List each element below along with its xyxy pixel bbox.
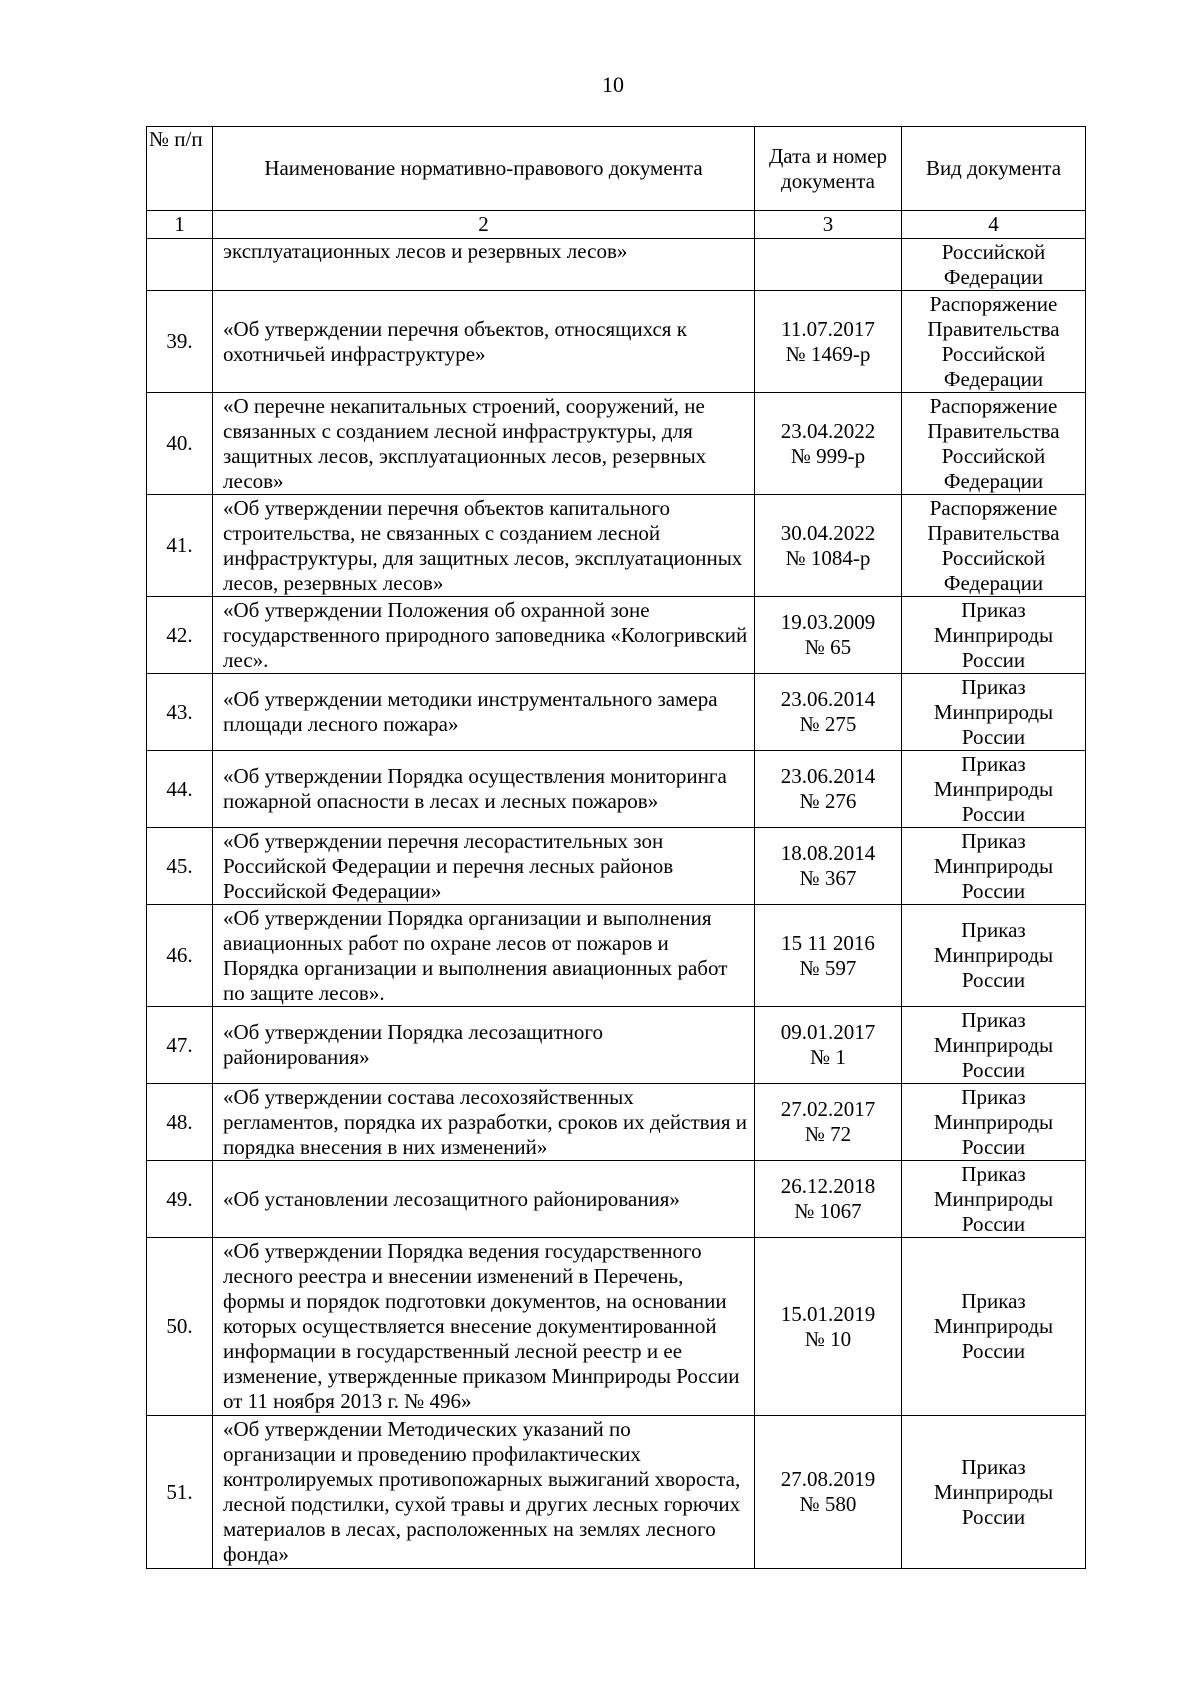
row-num: 47.	[147, 1007, 213, 1084]
row-num: 51.	[147, 1416, 213, 1569]
table-row	[147, 674, 1086, 751]
row-document-kind: Распоряжение Правительства Российской Федерации	[902, 495, 1086, 597]
table-row	[147, 1007, 1086, 1084]
row-num: 49.	[147, 1161, 213, 1238]
row-num: 45.	[147, 828, 213, 905]
table-row	[147, 1084, 1086, 1161]
row-doc-number: № 1469-р	[785, 341, 871, 366]
row-date-number	[755, 828, 902, 905]
row-date-number	[755, 751, 902, 828]
row-document-name: «О перечне некапитальных строений, сооружений, не связанных с созданием лесной инфраструктуры, для защитных лесов, эксплуатационных лесов, резервных лесов»	[213, 393, 755, 495]
row-doc-number: № 999-р	[790, 443, 866, 468]
row-num: 42.	[147, 597, 213, 674]
row-document-kind: Приказ Минприроды России	[902, 597, 1086, 674]
row-document-name: «Об установлении лесозащитного районирования»	[213, 1161, 755, 1238]
row-document-kind: Приказ Минприроды России	[902, 905, 1086, 1007]
row-doc-number: № 1	[810, 1045, 846, 1069]
table-row	[147, 905, 1086, 1007]
row-date: 23.06.2014	[780, 764, 876, 788]
table-row	[147, 828, 1086, 905]
table-row	[147, 495, 1086, 597]
table-row	[147, 751, 1086, 828]
row-document-kind: Приказ Минприроды России	[902, 1238, 1086, 1416]
row-document-name: «Об утверждении методики инструментального замера площади лесного пожара»	[213, 674, 755, 751]
row-num: 48.	[147, 1084, 213, 1161]
row-document-name: «Об утверждении Порядка организации и выполнения авиационных работ по охране лесов от пожаров и Порядка организации и выполнения авиационных работ по защите лесов».	[213, 905, 755, 1007]
documents-table	[146, 126, 1086, 1569]
row-date-number	[755, 291, 902, 393]
row-date-number	[755, 1007, 902, 1084]
row-date-number	[755, 674, 902, 751]
row-date-number	[755, 1238, 902, 1416]
continuation-name: эксплуатационных лесов и резервных лесов»	[213, 239, 755, 291]
row-doc-number: № 1084-р	[785, 545, 871, 570]
row-document-name: «Об утверждении состава лесохозяйственных регламентов, порядка их разработки, сроков их действия и порядка внесения в них изменений»	[213, 1084, 755, 1161]
row-date-number	[755, 1161, 902, 1238]
row-num: 50.	[147, 1238, 213, 1416]
row-document-kind: Приказ Минприроды России	[902, 751, 1086, 828]
column-index-1: 1	[147, 211, 213, 239]
row-date-number	[755, 905, 902, 1007]
row-document-name: «Об утверждении Порядка осуществления мониторинга пожарной опасности в лесах и лесных пожаров»	[213, 751, 755, 828]
row-date: 18.08.2014	[780, 841, 876, 865]
row-doc-number: № 597	[799, 955, 857, 980]
row-date: 15.01.2019	[780, 1301, 876, 1326]
row-document-name: «Об утверждении Порядка лесозащитного районирования»	[213, 1007, 755, 1084]
table-row	[147, 393, 1086, 495]
row-document-name: «Об утверждении Положения об охранной зоне государственного природного заповедника «Кологривский лес».	[213, 597, 755, 674]
row-document-name: «Об утверждении перечня лесорастительных зон Российской Федерации и перечня лесных районов Российской Федерации»	[213, 828, 755, 905]
row-date: 19.03.2009	[780, 610, 876, 634]
row-document-kind: Приказ Минприроды России	[902, 828, 1086, 905]
row-document-name: «Об утверждении Порядка ведения государственного лесного реестра и внесении изменений в Перечень, формы и порядок подготовки документов, на основании которых осуществляется внесение документированной информации в государственный лесной реестр и ее изменение, утвержденные приказом Минприроды России от 11 ноября 2013 г. № 496»	[213, 1238, 755, 1416]
row-date-number	[755, 1416, 902, 1569]
row-doc-number: № 72	[804, 1122, 852, 1146]
row-date: 23.04.2022	[780, 418, 876, 443]
table-row	[147, 1238, 1086, 1416]
row-document-name: «Об утверждении перечня объектов, относящихся к охотничьей инфраструктуре»	[213, 291, 755, 393]
row-date: 23.06.2014	[780, 687, 876, 711]
row-num: 41.	[147, 495, 213, 597]
row-date: 11.07.2017	[781, 316, 875, 341]
row-num: 43.	[147, 674, 213, 751]
row-document-kind: Приказ Минприроды России	[902, 1416, 1086, 1569]
continuation-date	[755, 239, 902, 291]
row-date: 09.01.2017	[780, 1020, 876, 1044]
continuation-num	[147, 239, 213, 291]
row-num: 40.	[147, 393, 213, 495]
column-index-4: 4	[902, 211, 1086, 239]
header-kind: Вид документа	[902, 127, 1086, 211]
row-num: 46.	[147, 905, 213, 1007]
table-row	[147, 1416, 1086, 1569]
row-document-kind: Приказ Минприроды России	[902, 1007, 1086, 1084]
continuation-row	[147, 239, 1086, 291]
header-row	[147, 127, 1086, 211]
table-row	[147, 597, 1086, 674]
row-doc-number: № 276	[799, 789, 857, 813]
continuation-kind: Российской Федерации	[902, 239, 1086, 291]
row-document-kind: Распоряжение Правительства Российской Федерации	[902, 393, 1086, 495]
row-doc-number: № 1067	[794, 1199, 862, 1223]
row-doc-number: № 10	[804, 1326, 852, 1351]
row-date: 30.04.2022	[780, 520, 876, 545]
row-num: 44.	[147, 751, 213, 828]
header-name: Наименование нормативно-правового документа	[213, 127, 755, 211]
page-number: 10	[602, 72, 624, 97]
row-doc-number: № 580	[799, 1492, 857, 1516]
row-date: 15 11 2016	[781, 930, 875, 955]
row-num: 39.	[147, 291, 213, 393]
row-document-name: «Об утверждении Методических указаний по организации и проведению профилактических контролируемых противопожарных выжиганий хвороста, лесной подстилки, сухой травы и других лесных горючих материалов в лесах, расположенных на землях лесного фонда»	[213, 1416, 755, 1569]
row-date-number	[755, 393, 902, 495]
header-num: № п/п	[147, 127, 213, 211]
row-date-number	[755, 495, 902, 597]
row-doc-number: № 275	[799, 712, 857, 736]
row-date: 27.02.2017	[780, 1097, 876, 1121]
row-document-kind: Приказ Минприроды России	[902, 1084, 1086, 1161]
column-index-2: 2	[213, 211, 755, 239]
row-document-name: «Об утверждении перечня объектов капитального строительства, не связанных с созданием лесной инфраструктуры, для защитных лесов, эксплуатационных лесов, резервных лесов»	[213, 495, 755, 597]
row-document-kind: Распоряжение Правительства Российской Федерации	[902, 291, 1086, 393]
row-date-number	[755, 1084, 902, 1161]
row-doc-number: № 65	[804, 635, 852, 659]
table-row	[147, 291, 1086, 393]
row-doc-number: № 367	[799, 866, 857, 890]
column-index-3: 3	[755, 211, 902, 239]
column-index-row	[147, 211, 1086, 239]
row-date: 27.08.2019	[780, 1467, 876, 1491]
row-date-number	[755, 597, 902, 674]
row-date: 26.12.2018	[780, 1174, 876, 1198]
header-date: Дата и номер документа	[755, 127, 902, 211]
row-document-kind: Приказ Минприроды России	[902, 674, 1086, 751]
row-document-kind: Приказ Минприроды России	[902, 1161, 1086, 1238]
table-row	[147, 1161, 1086, 1238]
